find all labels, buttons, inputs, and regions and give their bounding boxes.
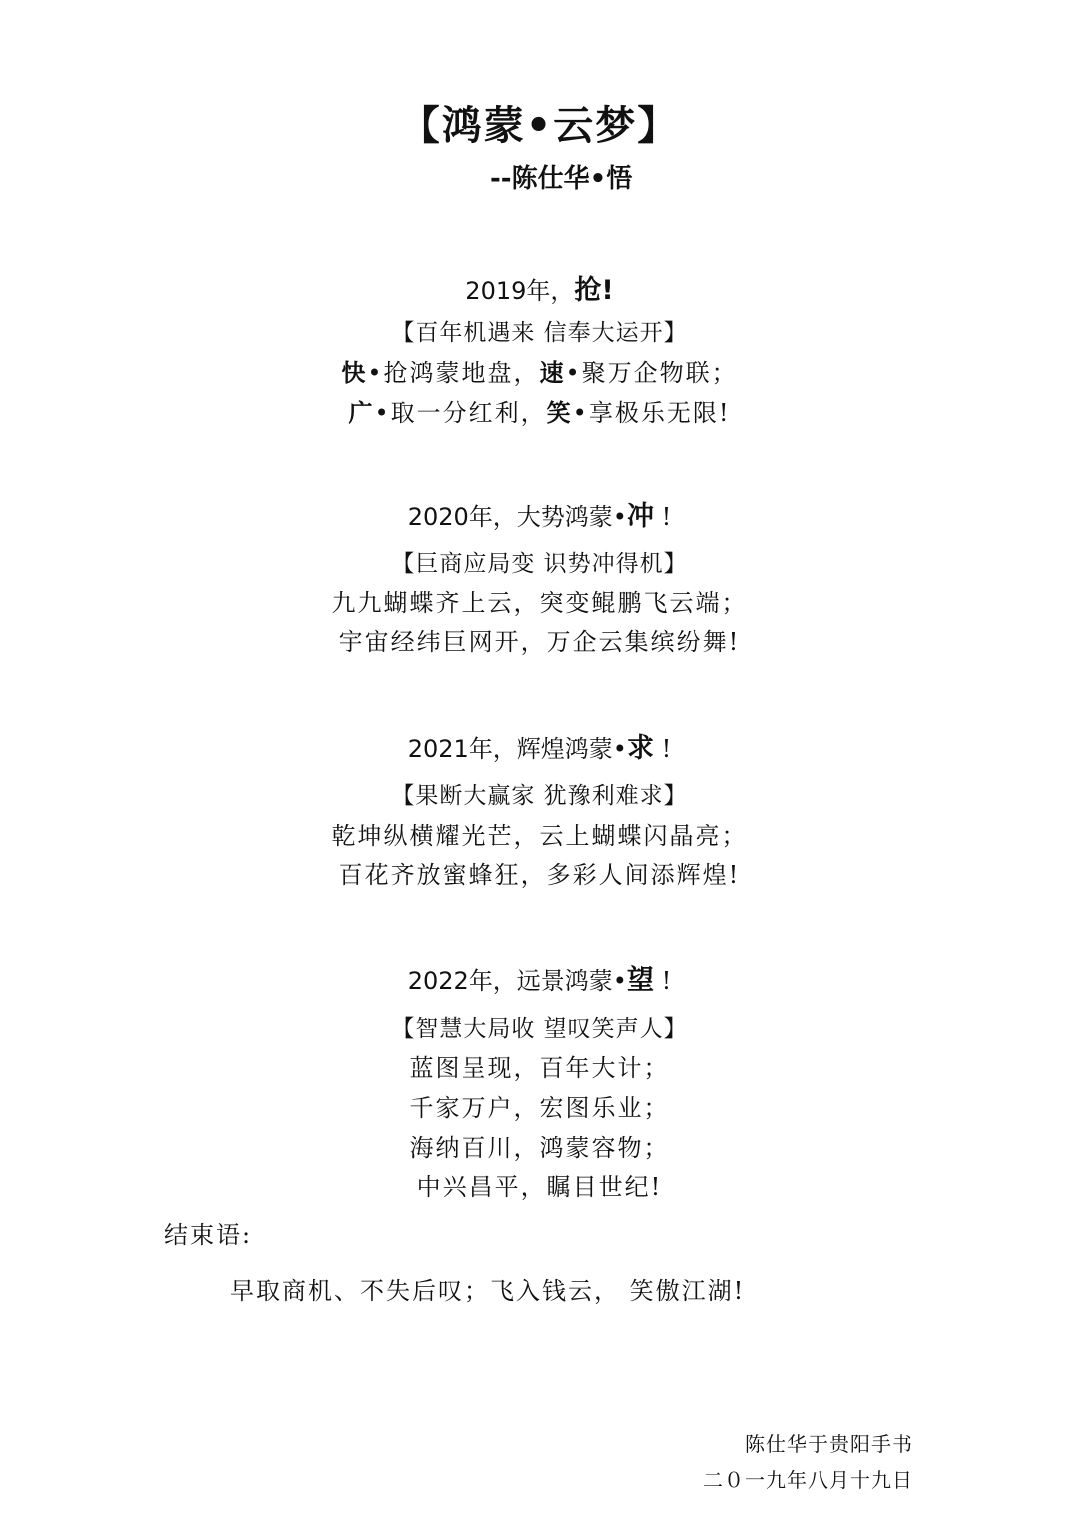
year-label: 2020	[407, 503, 469, 531]
verse-text: •享极乐无限!	[572, 399, 731, 427]
section-2019-line-1	[0, 353, 1079, 388]
poem-title: 【鸿蒙•云梦】	[399, 103, 680, 149]
verse-text: •聚万企物联；	[565, 359, 738, 387]
section-tail: !	[653, 503, 672, 531]
section-2022-heading	[0, 958, 1079, 997]
year-suffix: 年，远景鸿蒙•	[468, 967, 627, 995]
section-2022-line-4: 中兴昌平，瞩目世纪!	[416, 1173, 663, 1201]
section-2021-line-2: 百花齐放蜜蜂狂，多彩人间添辉煌!	[338, 861, 741, 889]
year-label: 2021	[407, 735, 469, 763]
section-2022-subtitle: 【智慧大局收 望叹笑声人】	[391, 1016, 688, 1042]
section-2022-line-2: 千家万户，宏图乐业；	[409, 1094, 670, 1122]
section-2021-subtitle: 【果断大赢家 犹豫利难求】	[391, 783, 688, 809]
section-2022-line-1: 蓝图呈现，百年大计；	[409, 1054, 670, 1082]
section-tail: !	[653, 735, 672, 763]
bold-char: 速	[539, 359, 566, 387]
bold-char: 笑	[546, 399, 573, 427]
section-2019-subtitle: 【百年机遇来 信奉大运开】	[391, 320, 688, 346]
section-tail: !	[653, 967, 672, 995]
bold-char: 广	[348, 399, 375, 427]
section-keyword: 冲	[626, 501, 654, 532]
signature-name: 陈仕华于贵阳手书	[745, 1432, 913, 1456]
year-label: 2022	[407, 967, 469, 995]
section-2021-line-1: 乾坤纵横耀光芒，云上蝴蝶闪晶亮；	[331, 822, 748, 850]
year-suffix: 年，辉煌鸿蒙•	[468, 735, 627, 763]
section-keyword: 望	[626, 965, 654, 996]
closing-label: 结束语:	[164, 1221, 253, 1249]
section-2020-line-2: 宇宙经纬巨网开，万企云集缤纷舞!	[338, 628, 741, 656]
section-2022-line-3: 海纳百川，鸿蒙容物；	[409, 1134, 670, 1162]
year-label: 2019	[465, 277, 527, 305]
section-keyword: 抢!	[574, 275, 614, 306]
verse-text: •抢鸿蒙地盘，	[367, 359, 540, 387]
year-suffix: 年，大势鸿蒙•	[468, 503, 627, 531]
signature-date: 二０一九年八月十九日	[703, 1468, 913, 1492]
section-keyword: 求	[626, 733, 654, 764]
section-2019-line-2	[0, 393, 1079, 428]
section-2020-heading	[0, 494, 1079, 533]
section-2019-heading	[0, 268, 1079, 307]
verse-text: •取一分红利，	[374, 399, 547, 427]
year-suffix: 年，	[526, 277, 575, 305]
author-line: --陈仕华•悟	[490, 164, 633, 194]
closing-text: 早取商机、不失后叹；飞入钱云， 笑傲江湖!	[230, 1277, 746, 1305]
section-2020-line-1: 九九蝴蝶齐上云，突变鲲鹏飞云端；	[331, 589, 748, 617]
section-2021-heading	[0, 726, 1079, 765]
section-2020-subtitle: 【巨商应局变 识势冲得机】	[391, 551, 688, 577]
bold-char: 快	[341, 359, 368, 387]
